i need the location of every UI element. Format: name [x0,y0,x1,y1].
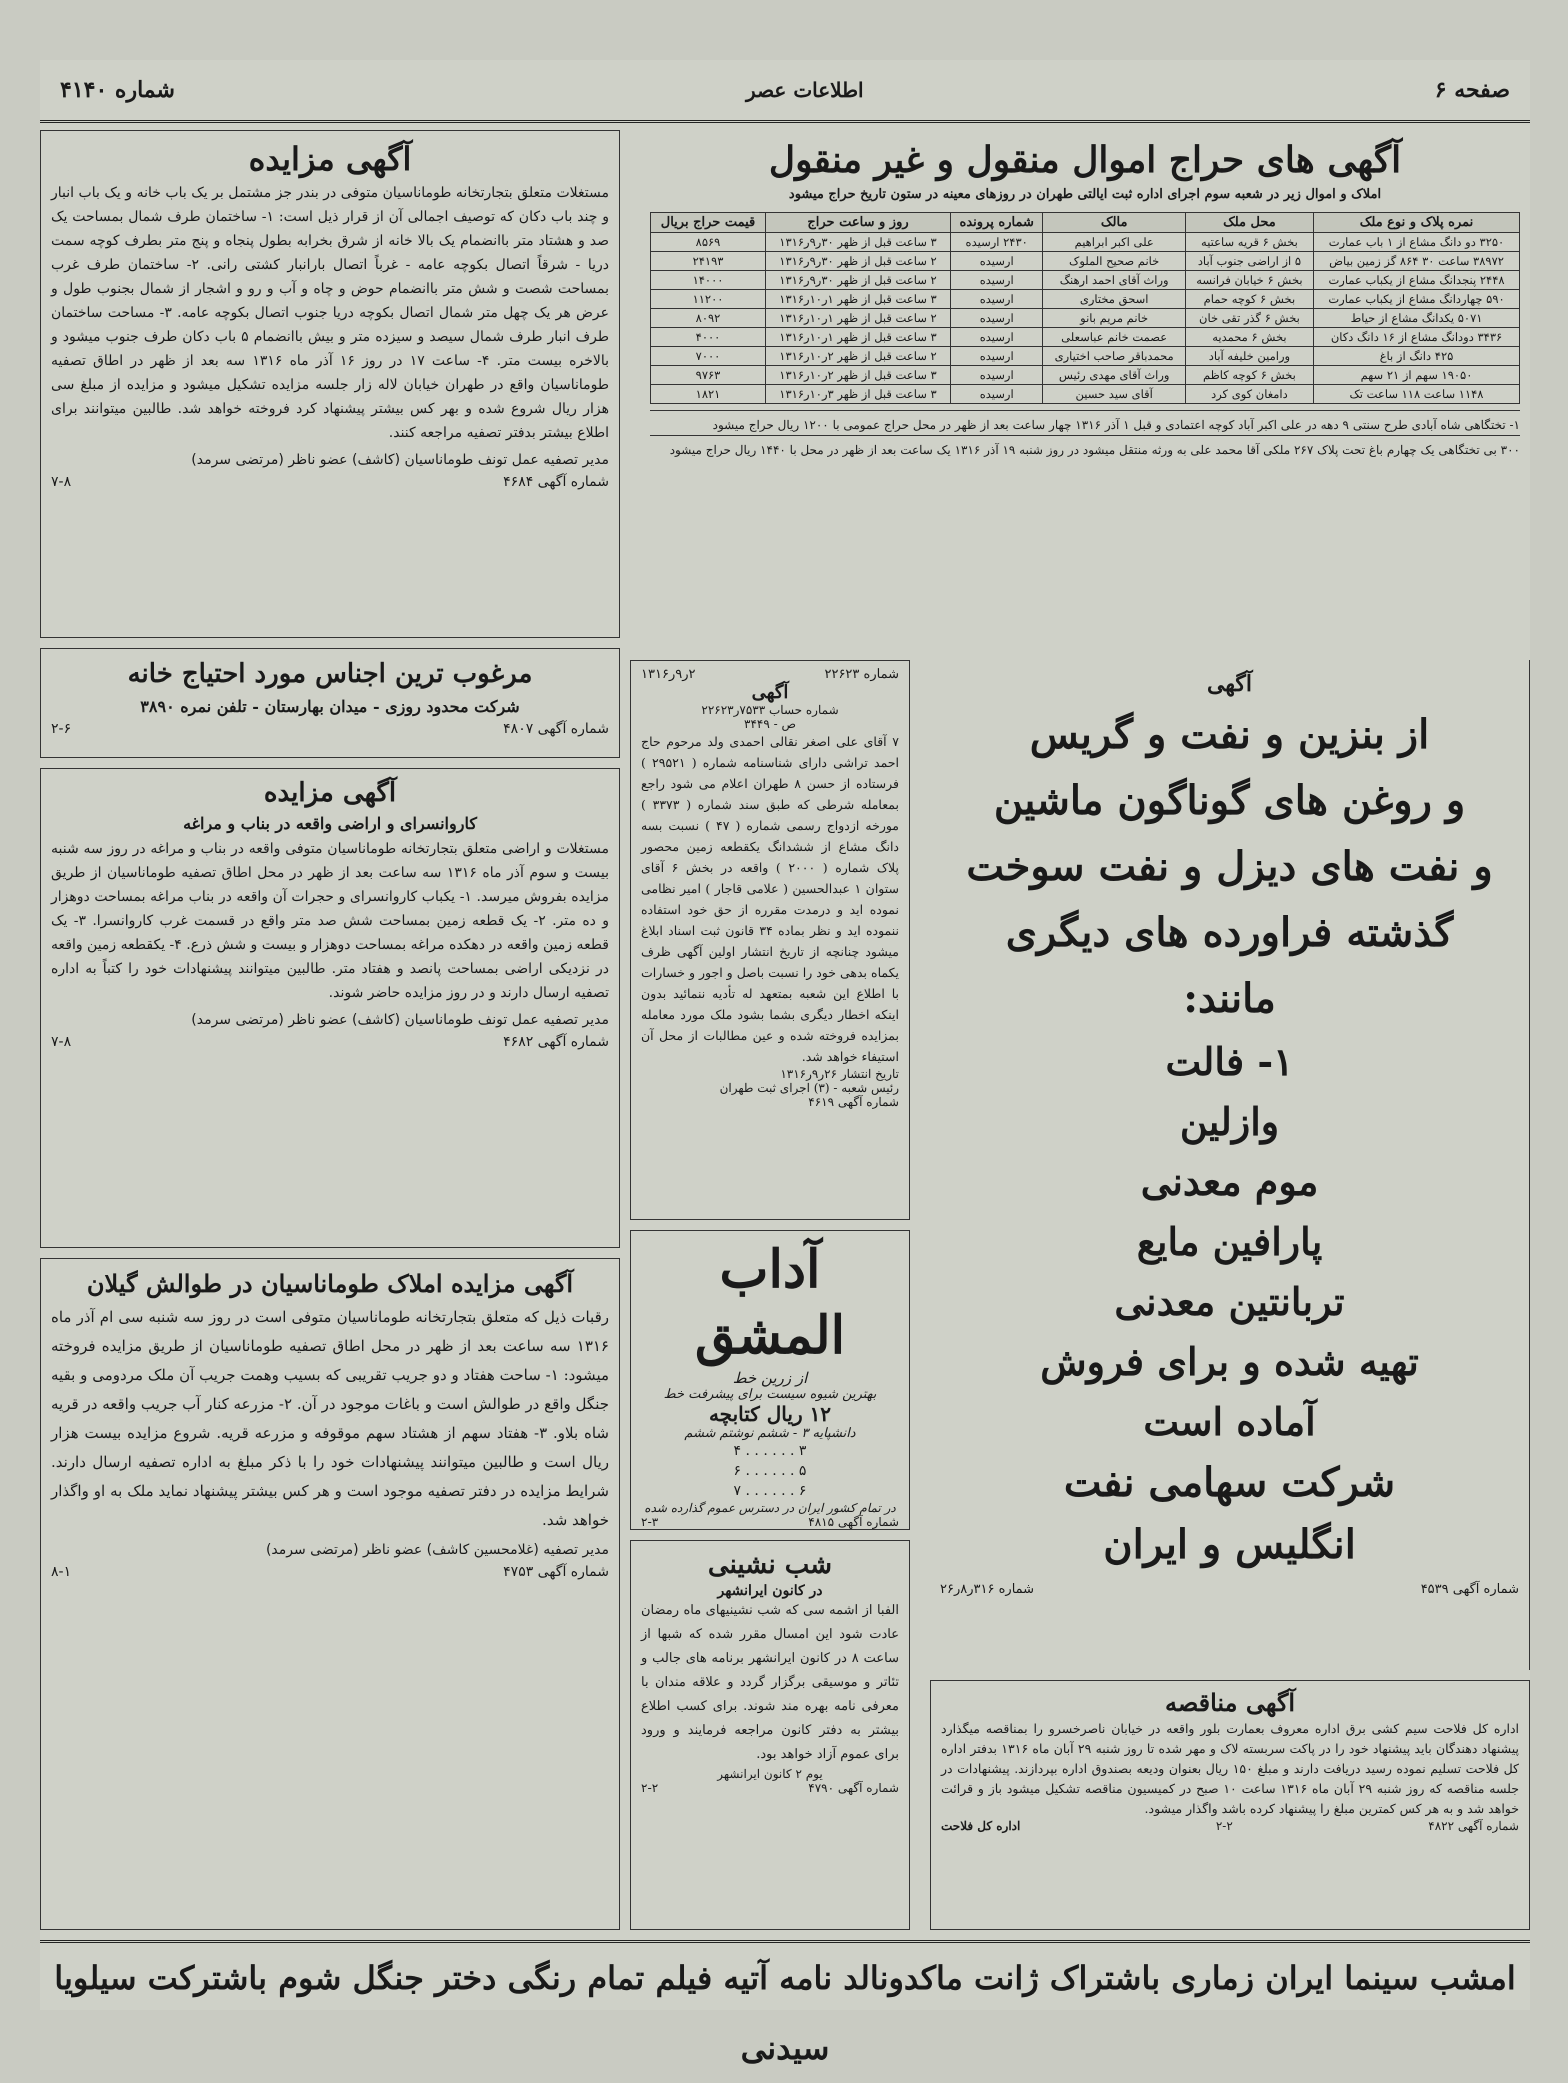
oil-ad [930,660,1530,1670]
auction-cell: ۳۸۹۷۲ ساعت ۳۰ ۸۶۴ گز زمین بیاض [1314,252,1520,271]
mozayede-1-title: آگهی مزایده [248,140,412,178]
mozayede-2-date: ۷-۸ [51,1034,72,1050]
issue-number: شماره ۴۱۴۰ [60,77,175,103]
agahi-sabt-body: ۷ آقای علی اصغر نقالی احمدی ولد مرحوم حاج احمد تراشی دارای شناسنامه شماره ( ۲۹۵۲۱ ) فرستاده از حسن ۸ طهران اعلام می شود راجع بمعامله شرطی که طبق سند شماره ( ۳۳۷۳ ) مورخه ازدواج رسمی شماره ( ۴۷ ) نسبت بسه دانگ مشاع از ششدانگ یکقطعه زمین محصور پلاک شماره ( ۲۰۰۰ ) واقعه در بخش ۶ آقای ستوان ۱ عبدالحسین ( علامی قاجار ) امیر نظامی نموده اید و درمدت مقرره از حق خود استفاده ننموده اید و نظر بماده ۳۴ قانون ثبت اسناد ابلاغ میشود چنانچه از تاریخ انتشار اولین آگهی ظرف یکماه بدهی خود را نسبت باصل و اجور و خسارات با اطلاع این شعبه بمتعهد له تأدیه ننمائید بدون اینکه اخطار دیگری بشما بشود ملک مورد معامله بمزایده فروخته شده و عین مطالبات از محل آن استیفاء خواهد شد. [641,734,900,1064]
mozayede-1-sign: مدیر تصفیه عمل تونف طوماناسیان (کاشف) عضو ناظر (مرتضی سرمد) [191,452,609,468]
auction-cell: ۲۴۳۰ ارسیده [950,233,1043,252]
monaqese-date: ۲-۲ [1215,1819,1233,1833]
auction-table-block [640,130,1530,650]
auction-col-header: نمره پلاک و نوع ملک [1314,213,1520,233]
auction-cell: محمدباقر صاحب اختیاری [1043,347,1185,366]
auction-cell: ۳ ساعت قبل از ظهر ۳ر۱۰ر۱۳۱۶ [766,385,951,404]
calligraphy-row: ۵ . . . . . . ۶ [733,1463,807,1479]
calligraphy-row: ۶ . . . . . . ۷ [733,1483,807,1499]
agahi-sabt-no: شماره آگهی ۴۶۱۹ [808,1095,899,1109]
auction-cell: عصمت خانم عباسعلی [1043,328,1185,347]
oil-ad-line: گذشته فراورده های دیگری [1005,909,1454,956]
auction-cell: ۳ ساعت قبل از ظهر ۱ر۱۰ر۱۳۱۶ [766,290,951,309]
calligraphy-line3: در تمام کشور ایران در دسترس عموم گذارده شده [644,1501,896,1515]
calligraphy-row: ۳ . . . . . . ۴ [733,1443,807,1459]
auction-note-1: ۱- تختگاهی شاه آبادی طرح سنتی ۹ دهه در علی اکبر آباد کوچه اعتمادی و قبل ۱ آذر ۱۳۱۶ چهار ساعت بعد از ظهر در محل حراج عمومی با ۱۲۰۰ ریال حراج میشود [650,410,1520,435]
auction-cell: ۲ ساعت قبل از ظهر ۳۰ر۹ر۱۳۱۶ [766,271,951,290]
calligraphy-line1: بهترین شیوه سیست برای پیشرفت خط [663,1387,877,1402]
auction-cell: ۵۰۷۱ یکدانگ مشاع از حیاط [1314,309,1520,328]
shab-title: شب نشینی [707,1550,833,1580]
auction-cell: بخش ۶ کوچه کاظم [1185,366,1313,385]
marghub-title: مرغوب ترین اجناس مورد احتیاج خانه [127,659,533,689]
shab-no: شماره آگهی ۴۷۹۰ [808,1781,899,1795]
auction-cell: ارسیده [950,309,1043,328]
marghub-no: شماره آگهی ۴۸۰۷ [503,721,609,737]
agahi-sabt-ref: ص - ۳۴۴۹ [744,717,796,731]
auction-cell: ۱۱۲۰۰ [651,290,766,309]
auction-cell: بخش ۶ محمدیه [1185,328,1313,347]
auction-cell: ۲ ساعت قبل از ظهر ۱ر۱۰ر۱۳۱۶ [766,309,951,328]
marghub-ad [40,648,620,758]
oil-ad-products [940,1032,1519,1332]
auction-cell: ورامین خلیفه آباد [1185,347,1313,366]
mozayede-3-no: شماره آگهی ۴۷۵۳ [503,1564,609,1580]
mozayede-3-footer [51,1539,609,1583]
auction-cell: اسحق مختاری [1043,290,1185,309]
auction-cell: وراث آقای مهدی رئیس [1043,366,1185,385]
calligraphy-title: آداب المشق [694,1239,846,1366]
auction-cell: ۴۰۰۰ [651,328,766,347]
agahi-sabt-num: شماره ۲۲۶۲۳ [824,667,899,682]
auction-cell: ۲ ساعت قبل از ظهر ۲ر۱۰ر۱۳۱۶ [766,347,951,366]
auction-cell: ۹۷۶۳ [651,366,766,385]
auction-cell: ۲۴۴۸ پنجدانگ مشاع از یکباب عمارت [1314,271,1520,290]
oil-ad-closing-line: آماده است [1143,1399,1316,1444]
auction-cell: خانم صحیح الملوک [1043,252,1185,271]
oil-ad-no-right: شماره آگهی ۴۵۳۹ [1420,1582,1519,1597]
mozayede-1-footer [51,449,609,493]
newspaper-page [40,60,1530,2067]
mozayede-2-subtitle: کاروانسرای و اراضی واقعه در بناب و مراغه [183,814,477,833]
auction-cell: ۳ ساعت قبل از ظهر ۳۰ر۹ر۱۳۱۶ [766,233,951,252]
mozayede-3-body: رقبات ذیل که متعلق بتجارتخانه طوماناسیان متوفی است در روز سه شنبه سی ام آذر ماه ۱۳۱۶ سه ساعت بعد از ظهر در محل اطاق تصفیه طوماناسیان از طریق مزایده فروخته میشود: ۱- ساحت هفتاد و دو جریب تقریبی که بسیب وهمت جریب آن ملک مردومی و بقیه جنگل واقع در طوالش است و باغات موجود در آن. ۲- مزرعه کنار آب جریب واقعه در قریه شاه بلاو. ۳- هفتاد سهم از هشتاد سهم موقوفه و مزرعه قریه. شروع مزایده بیست هزار ریال است و طالبین میتوانند پیشنهادات خود را با ذکر مبلغ به اداره تصفیه ارسال دارند. شرایط مزایده در دفتر تصفیه موجود است و هر کس بیشتر پیشنهاد نماید ملک به او واگذار خواهد شد. [51,1308,610,1529]
auction-row [651,385,1520,404]
auction-note-2: ۳۰۰ بی تختگاهی یک چهارم باغ تحت پلاک ۲۶۷ ملکی آقا محمد علی به ورثه منتقل میشود در روز شنبه ۱۹ آذر ۱۳۱۶ یک ساعت بعد از ظهر در محل با ۱۴۴۰ ریال حراج میشود [650,435,1520,460]
mozayede-2-title: آگهی مزایده [263,778,397,808]
auction-subtitle: املاک و اموال زیر در شعبه سوم اجرای اداره ثبت ایالتی طهران در روزهای معینه در ستون تاریخ حراج میشود [788,187,1382,202]
page-number: صفحه ۶ [1434,77,1510,103]
auction-cell: ۳۲۵۰ دو دانگ مشاع از ۱ باب عمارت [1314,233,1520,252]
shab-date: یوم ۲ کانون ایرانشهر [717,1767,823,1781]
auction-cell: ارسیده [950,366,1043,385]
auction-cell: ۳۴۳۶ دودانگ مشاع از ۱۶ دانگ دکان [1314,328,1520,347]
auction-col-header: محل ملک [1185,213,1313,233]
auction-row [651,290,1520,309]
auction-cell: ۴۲۵ دانگ از باغ [1314,347,1520,366]
oil-ad-no-left: شماره ۳۱۶ر۸ر۲۶ [940,1582,1035,1597]
mozayede-1-no: شماره آگهی ۴۶۸۴ [503,474,609,490]
agahi-sabt-title: آگهی [751,682,789,703]
auction-row [651,309,1520,328]
oil-ad-company [940,1452,1519,1576]
auction-cell: ۱۹۰۵۰ سهم از ۲۱ سهم [1314,366,1520,385]
shab-body: الفبا از اشمه سی که شب نشینیهای ماه رمضان عادت شود این امسال مقرر شده که شبها از ساعت ۸ در کانون ایرانشهر برنامه های جالب و تئاتر و موسیقی برگزار گردد و علاقه مندان با معرفی نامه بهره مند شوند. برای کسب اطلاع بیشتر به دفتر کانون مراجعه فرمایند و ورود برای عموم آزاد خواهد بود. [641,1603,899,1762]
auction-col-header: قیمت حراج بریال [651,213,766,233]
auction-cell: ۱۱۴۸ ساعت ۱۱۸ ساعت تک [1314,385,1520,404]
auction-cell: بخش ۶ قریه ساعتیه [1185,233,1313,252]
calligraphy-date: ۲-۳ [641,1515,659,1529]
oil-ad-product: وازلین [1179,1099,1280,1144]
auction-cell: علی اکبر ابراهیم [1043,233,1185,252]
monaqese-body: اداره کل فلاحت سیم کشی برق اداره معروف بعمارت بلور واقعه در خیابان ناصرخسرو را بمناقصه میگذارد پیشنهاد دهندگان باید پیشنهاد خود را در پاکت سربسته لاک و مهر شده تا روز شنبه ۲۹ آبان ماه ۱۳۱۶ بدفتر اداره کل فلاحت تسلیم نموده رسید دریافت دارند و مبلغ ۱۵۰ ریال بعنوان ودیعه بصندوق اداره بپردازند. پیشنهادات در جلسه مناقصه که روز شنبه ۲۹ آبان ماه ۱۳۱۶ ساعت ۱۰ صبح در کمیسیون مناقصه تشکیل میشود باز و قرائت خواهد شد و به هر کس کمترین مبلغ را پیشنهاد کرده باشد واگذار میشود. [941,1721,1520,1816]
oil-ad-closing-line: تهیه شده و برای فروش [1040,1339,1419,1384]
auction-cell: وراث آقای احمد ارهنگ [1043,271,1185,290]
agahi-sabt-date: تاریخ انتشار ۲۶ر۹ر۱۳۱۶ [780,1067,899,1081]
oil-ad-product: ۱- فالت [1165,1039,1294,1084]
monaqese-no: شماره آگهی ۴۸۲۲ [1428,1819,1519,1833]
agahi-sabt-sub: شماره حساب ۷۵۳۳ر۲۲۶۲۳ [701,703,839,717]
auction-col-header: مالک [1043,213,1185,233]
mozayede-2-sign: مدیر تصفیه عمل تونف طوماناسیان (کاشف) عضو ناظر (مرتضی سرمد) [191,1012,609,1028]
calligraphy-no: شماره آگهی ۴۸۱۵ [808,1515,899,1529]
auction-row [651,328,1520,347]
mozayede-3-sign: مدیر تصفیه (غلامحسین کاشف) عضو ناظر (مرتضی سرمد) [265,1542,609,1558]
auction-cell: ۸۵۶۹ [651,233,766,252]
calligraphy-author: از زرین خط [732,1369,808,1387]
calligraphy-rows [641,1441,899,1501]
mozayede-2-no: شماره آگهی ۴۶۸۲ [503,1034,609,1050]
auction-title: آگهی های حراج اموال منقول و غیر منقول [768,139,1402,181]
oil-ad-product: پارافین مایع [1136,1219,1323,1264]
auction-cell: ۵۹۰ چهاردانگ مشاع از یکباب عمارت [1314,290,1520,309]
auction-cell: ۲۴۱۹۳ [651,252,766,271]
calligraphy-line2: دانشپایه ۳ - ششم نوشتم ششم [684,1426,856,1441]
oil-ad-product: تربانتین معدنی [1114,1279,1345,1324]
shab-subtitle: در کانون ایرانشهر [717,1583,823,1599]
auction-cell: ۱۴۰۰۰ [651,271,766,290]
auction-cell: ارسیده [950,290,1043,309]
auction-row [651,252,1520,271]
mozayede-1 [40,130,620,638]
oil-ad-lines [940,702,1519,1032]
marghub-line: شرکت محدود روزی - میدان بهارستان - تلفن نمره ۳۸۹۰ [140,697,520,716]
calligraphy-price: ۱۲ ریال کتابچه [708,1402,832,1426]
agahi-sabt-date-top: ۲ر۹ر۱۳۱۶ [641,667,696,682]
auction-row [651,271,1520,290]
auction-cell: ارسیده [950,385,1043,404]
auction-cell: بخش ۶ کوچه حمام [1185,290,1313,309]
mozayede-3-date: ۸-۱ [51,1564,72,1580]
agahi-sabt-sign: رئیس شعبه - (۳) اجرای ثبت طهران [719,1081,899,1095]
mozayede-1-body: مستغلات متعلق بتجارتخانه طوماناسیان متوفی در بندر جز مشتمل بر یک باب خانه و یک باب انبار و چند باب دکان که توصیف اجمالی آن از قرار ذیل است: ۱- ساختمان طرف شمال بمساحت یک صد و هشتاد متر باانضمام یک بالا خانه از شرق بخرابه بطول پنجاه و پنج متر بطرف کوچه سمت دریا - شرقاً اتصال بکوچه عامه - غرباً اتصال بارانبار کشتی رانی. ۲- ساختمان طرف غرب بمساحت شصت و شش متر باانضمام حوض و چاه و آب و رو و اشجار از شمال بجنوب طول و عرض هر یک چهل متر شمال اتصال بکوچه دریا جنوب اتصال بکوچه عامه. ۳- مساحت ساختمان طرف انبار طرف شمال سیصد و سیزده متر و بیش باانضمام ۵ باب دکان طرف جنوب میشود و بالاخره بیست متر. ۴- ساعت ۱۷ در روز ۱۶ آذر ماه ۱۳۱۶ سه بعد از ظهر در اطاق تصفیه طوماناسیان واقع در طهران خیابان لاله زار جلسه مزایده تشکیل میشود و مزایده از مبلغ سی هزار ریال شروع شده و بهر کس بیشتر پیشنهاد کرد فروخته خواهد شد. طالبین میتوانند برای اطلاع بیشتر بدفتر تصفیه مراجعه کنند. [51,185,610,441]
oil-ad-line: و روغن های گوناگون ماشین [993,777,1466,824]
monaqese-sign: اداره کل فلاحت [941,1819,1021,1833]
oil-ad-line: از بنزین و نفت و گریس [1029,711,1430,758]
mozayede-3 [40,1258,620,1930]
auction-cell: دامغان کوی کرد [1185,385,1313,404]
oil-ad-company-line: انگلیس و ایران [1103,1521,1356,1568]
auction-cell: ۷۰۰۰ [651,347,766,366]
auction-col-header: شماره پرونده [950,213,1043,233]
mozayede-3-title: آگهی مزایده املاک طوماناسیان در طوالش گیلان [86,1269,574,1298]
auction-cell: خانم مریم بانو [1043,309,1185,328]
auction-table [650,212,1520,404]
oil-ad-company-line: شرکت سهامی نفت [1063,1459,1396,1506]
auction-cell: ۲ ساعت قبل از ظهر ۳۰ر۹ر۱۳۱۶ [766,252,951,271]
auction-cell: ۳ ساعت قبل از ظهر ۲ر۱۰ر۱۳۱۶ [766,366,951,385]
auction-cell: ۸۰۹۲ [651,309,766,328]
oil-ad-closing [940,1332,1519,1452]
calligraphy-ad [630,1230,910,1530]
auction-col-header: روز و ساعت حراج [766,213,951,233]
auction-cell: ۳ ساعت قبل از ظهر ۱ر۱۰ر۱۳۱۶ [766,328,951,347]
auction-row [651,233,1520,252]
oil-ad-line: مانند: [1183,975,1276,1022]
auction-cell: ارسیده [950,328,1043,347]
auction-cell: ارسیده [950,252,1043,271]
oil-ad-product: موم معدنی [1140,1159,1319,1204]
marghub-date: ۲-۶ [51,721,72,737]
oil-ad-line: و نفت های دیزل و نفت سوخت [966,843,1493,890]
paper-name: اطلاعات عصر [746,78,864,102]
auction-cell: ارسیده [950,347,1043,366]
oil-ad-title: آگهی [1206,671,1253,697]
auction-cell: آقای سید حسین [1043,385,1185,404]
auction-cell: ۵ از اراضی جنوب آباد [1185,252,1313,271]
auction-cell: ۱۸۲۱ [651,385,766,404]
monaqese-title: آگهی مناقصه [1164,1688,1296,1717]
mozayede-1-date: ۷-۸ [51,474,72,490]
mozayede-2-body: مستغلات و اراضی متعلق بتجارتخانه طوماناسیان متوفی واقعه در بناب و مراغه در روز سه شنبه بیست و سوم آذر ماه ۱۳۱۶ سه ساعت بعد از ظهر در محل اطاق تصفیه طوماناسیان از طریق مزایده بفروش میرسد. ۱- یکباب کاروانسرای و حجرات آن واقعه در بناب مراغه بمساحت دوهزار و ده متر. ۲- یک قطعه زمین بمساحت شش صد متر واقع در قسمت غرب کاروانسرا. ۳- یک قطعه زمین واقعه در دهکده مراغه بمساحت دوهزار و بیست و شش ذرع. ۴- یکقطعه زمین واقعه در نزدیکی اراضی بمساحت پانصد و هفتاد متر. طالبین میتوانند پیشنهادات خود را کتباً به اداره تصفیه ارسال دارند و در روز مزایده حاضر شوند. [51,841,609,1001]
auction-cell: ارسیده [950,271,1043,290]
auction-row [651,366,1520,385]
auction-cell: بخش ۶ خیابان فرانسه [1185,271,1313,290]
auction-cell: بخش ۶ گذر تقی خان [1185,309,1313,328]
auction-row [651,347,1520,366]
shab-ad [630,1540,910,1930]
mozayede-2-footer [51,1009,609,1053]
shab-date-2: ۲-۲ [641,1781,659,1795]
monaqese-ad [930,1680,1530,1930]
mozayede-2 [40,768,620,1248]
agahi-sabt [630,660,910,1220]
cinema-banner: امشب سینما ایران زماری باشتراک ژانت ماکدونالد نامه آتیه فیلم تمام رنگی دختر جنگل شوم باشترکت سیلویا سیدنی [40,1940,1530,2013]
page-header [40,60,1530,123]
